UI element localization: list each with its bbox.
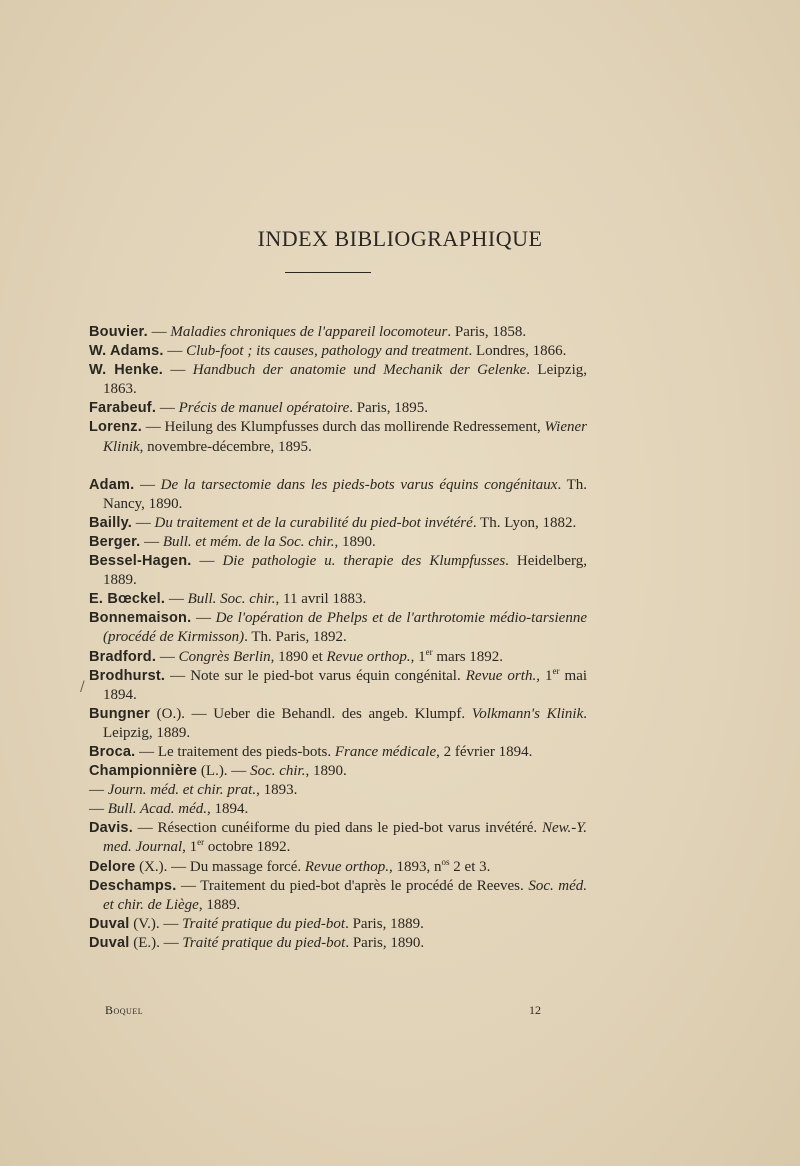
footer-author: Boquel <box>105 1003 144 1017</box>
entry-author: Broca. <box>89 743 136 760</box>
bibliography-entry <box>89 800 587 819</box>
entry-author: W. Adams. <box>89 343 164 360</box>
entry-citation: (X.). — Du massage forcé. Revue orthop., 1893, $n^{os}$ 2 et 3. <box>139 856 491 875</box>
entry-author: Adam. <box>89 476 135 493</box>
entry-author: Bailly. <box>89 514 133 531</box>
entry-citation: — Congrès Berlin, 1890 et Revue orthop., 1er mars 1892. <box>159 646 504 665</box>
entry-citation: (L.). — Soc. chir., 1890. <box>200 763 347 780</box>
bibliography-entry <box>89 781 587 800</box>
entry-citation: — Bull. Soc. chir., 11 avril 1883. <box>168 591 367 608</box>
bibliography-entry <box>89 590 587 609</box>
entry-author: Bessel-Hagen. <box>89 553 192 570</box>
entry-author: E. Bœckel. <box>89 591 166 608</box>
entry-citation: — Résection cunéiforme du pied dans le pied-bot varus invétéré. New.-Y. med. Journal, 1er octobre 1892. <box>103 820 587 856</box>
bibliography-entry <box>89 667 587 705</box>
bibliography-entry <box>89 648 587 667</box>
entry-author: Brodhurst. <box>89 667 166 684</box>
entry-citation: (O.). — Ueber die Behandl. des angeb. Klumpf. Volkmann's Klinik. Leipzig, 1889. <box>103 705 587 741</box>
entry-citation: — Bull. et mém. de la Soc. chir., 1890. <box>144 533 376 550</box>
bibliography-group-1 <box>89 323 587 457</box>
entry-citation: — De l'opération de Phelps et de l'arthrotomie médio-tarsienne (procédé de Kirmisson). Th. Paris, 1892. <box>103 610 588 646</box>
bibliography-entry <box>89 858 587 877</box>
bibliography-entry <box>89 743 587 762</box>
entry-author: Delore <box>89 858 136 875</box>
page-number: 12 <box>529 1003 541 1017</box>
bibliography-entry <box>89 323 587 342</box>
bibliography-entry <box>89 361 587 399</box>
bibliography-entry <box>89 399 587 418</box>
entry-citation: — Précis de manuel opératoire. Paris, 1895. <box>159 400 428 417</box>
page-footer <box>105 1003 541 1018</box>
entry-author: Bouvier. <box>89 324 148 340</box>
entry-author: Lorenz. <box>89 419 142 436</box>
bibliography-entry <box>89 476 587 514</box>
bibliography-entry <box>89 705 587 743</box>
bibliography-entry <box>89 552 587 590</box>
entry-author: Championnière <box>89 763 198 780</box>
entry-author: W. Henke. <box>89 362 163 379</box>
entry-citation: — Club-foot ; its causes, pathology and treatment. Londres, 1866. <box>167 343 567 360</box>
entry-author: Bradford. <box>89 648 157 665</box>
bibliography-entry <box>89 915 587 934</box>
bibliography-entry <box>89 819 587 857</box>
entry-citation: — Traitement du pied-bot d'après le procédé de Reeves. Soc. méd. et chir. de Liège, 1889. <box>103 877 588 913</box>
entry-citation: — Maladies chroniques de l'appareil locomoteur. Paris, 1858. <box>151 324 527 340</box>
title-rule <box>285 272 371 273</box>
bibliography-entry <box>89 762 587 781</box>
bibliography-entry <box>89 877 587 915</box>
bibliography-entry <box>89 934 587 953</box>
group-separator <box>89 457 587 476</box>
bibliography-entry <box>89 418 587 456</box>
entry-author: Duval <box>89 915 130 932</box>
entry-author: Farabeuf. <box>89 400 157 417</box>
entry-author: Duval <box>89 934 130 951</box>
entry-citation: — Journ. méd. et chir. prat., 1893. <box>89 782 298 799</box>
entry-citation: — Le traitement des pieds-bots. France médicale, 2 février 1894. <box>139 743 533 760</box>
entry-citation: — Heilung des Klumpfusses durch das mollirende Redressement, Wiener Klinik, novembre-décembre, 1895. <box>103 419 588 455</box>
bibliography-entry <box>89 514 587 533</box>
entry-citation: — Du traitement et de la curabilité du pied-bot invétéré. Th. Lyon, 1882. <box>135 514 577 531</box>
margin-mark: / <box>80 679 85 695</box>
entry-citation: — Note sur le pied-bot varus équin congénital. Revue orth., 1er mai 1894. <box>103 665 588 703</box>
bibliography-entry <box>89 533 587 552</box>
bibliography-list <box>89 323 587 953</box>
bibliography-entry <box>89 609 587 647</box>
entry-author: Davis. <box>89 820 133 837</box>
entry-citation: — De la tarsectomie dans les pieds-bots varus équins congénitaux. Th. Nancy, 1890. <box>103 476 587 512</box>
entry-author: Berger. <box>89 533 141 550</box>
bibliography-group-2 <box>89 476 587 953</box>
entry-citation: — Die pathologie u. therapie des Klumpfusses. Heidelberg, 1889. <box>103 553 587 589</box>
entry-citation: — Handbuch der anatomie und Mechanik der Gelenke. Leipzig, 1863. <box>103 362 587 398</box>
page-title: INDEX BIBLIOGRAPHIQUE <box>257 226 543 251</box>
entry-author: Bonnemaison. <box>89 610 192 627</box>
entry-citation: (V.). — Traité pratique du pied-bot. Paris, 1889. <box>133 915 424 932</box>
entry-citation: — Bull. Acad. méd., 1894. <box>89 801 249 818</box>
entry-author: Deschamps. <box>89 877 177 894</box>
bibliography-entry <box>89 342 587 361</box>
entry-author: Bungner <box>89 705 151 722</box>
entry-citation: (E.). — Traité pratique du pied-bot. Paris, 1890. <box>133 934 425 951</box>
